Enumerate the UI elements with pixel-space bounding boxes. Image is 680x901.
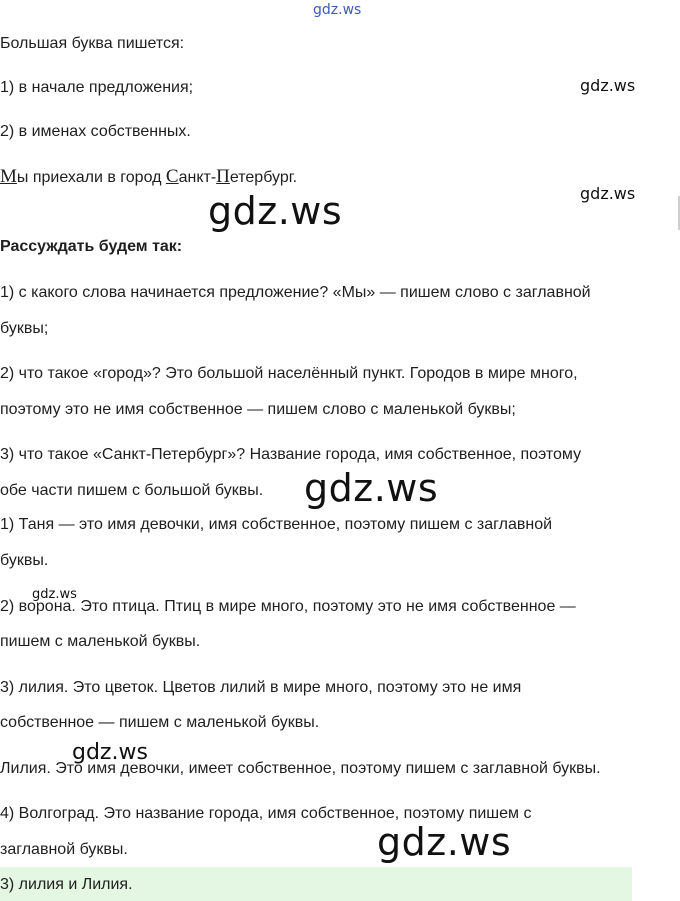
rule-item-2: 2) в именах собственных.	[0, 123, 191, 140]
answer-1-line-2: буквы.	[0, 552, 49, 569]
reasoning-3-line-2: обе части пишем с большой буквы.	[0, 482, 264, 499]
underlined-capital-m: М	[0, 166, 17, 187]
answer-4-line-2: заглавной буквы.	[0, 841, 128, 858]
watermark-large-2: gdz.ws	[304, 466, 439, 510]
reasoning-2-line-2: поэтому это не имя собственное — пишем слово с маленькой буквы;	[0, 401, 516, 418]
reasoning-1-line-1: 1) с какого слова начинается предложение? «Мы» — пишем слово с заглавной	[0, 284, 591, 301]
example-part-2: анкт-	[178, 169, 217, 186]
example-part-3: етербург.	[229, 169, 298, 186]
example-sentence	[0, 167, 297, 188]
underlined-capital-p: П	[216, 166, 230, 187]
answer-3-line-2: собственное — пишем с маленькой буквы.	[0, 714, 320, 731]
answer-3-line-1: 3) лилия. Это цветок. Цветов лилий в мире много, поэтому это не имя	[0, 679, 522, 696]
answer-2-line-2: пишем с маленькой буквы.	[0, 633, 201, 650]
answer-3-line-3: Лилия. Это имя девочки, имеет собственное, поэтому пишем с заглавной буквы.	[0, 760, 601, 777]
example-part-1: ы приехали в город	[16, 169, 166, 186]
answer-4-line-1: 4) Волгоград. Это название города, имя собственное, поэтому пишем с	[0, 805, 532, 822]
watermark-large-3: gdz.ws	[377, 820, 512, 864]
rule-title: Большая буква пишется:	[0, 35, 185, 52]
answer-1-line-1: 1) Таня — это имя девочки, имя собственное, поэтому пишем с заглавной	[0, 516, 553, 533]
watermark-medium: gdz.ws	[72, 740, 148, 765]
answer-2-line-1: 2) ворона. Это птица. Птиц в мире много, поэтому это не имя собственное —	[0, 598, 576, 615]
rule-item-1: 1) в начале предложения;	[0, 79, 194, 96]
watermark-top: gdz.ws	[313, 2, 362, 18]
watermark-right-2: gdz.ws	[580, 184, 636, 203]
reasoning-title: Рассуждать будем так:	[0, 238, 183, 255]
watermark-right-1: gdz.ws	[580, 76, 636, 95]
reasoning-3-line-1: 3) что такое «Санкт-Петербург»? Название города, имя собственное, поэтому	[0, 446, 582, 463]
watermark-small: gdz.ws	[32, 587, 77, 602]
reasoning-1-line-2: буквы;	[0, 320, 49, 337]
watermark-large-1: gdz.ws	[208, 189, 343, 233]
reasoning-2-line-1: 2) что такое «город»? Это большой населённый пункт. Городов в мире много,	[0, 365, 578, 382]
final-answer: 3) лилия и Лилия.	[0, 876, 133, 893]
underlined-capital-s: С	[165, 166, 179, 187]
